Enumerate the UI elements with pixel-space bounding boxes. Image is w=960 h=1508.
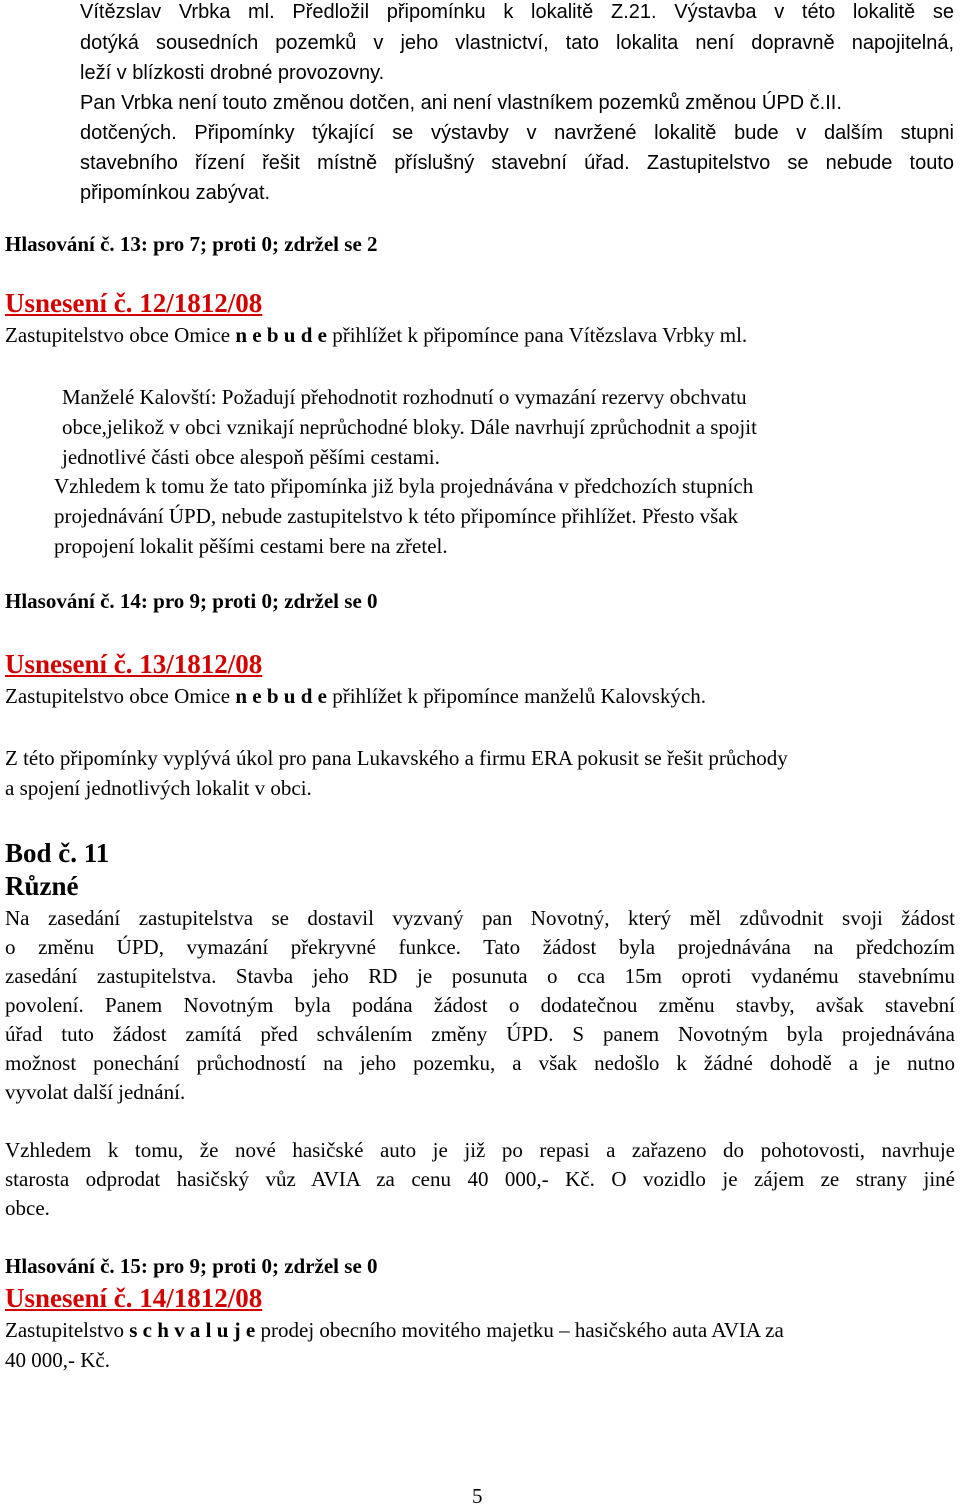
kalovsti-line: propojení lokalit pěšími cestami bere na zřetel. [54, 534, 448, 558]
resolution-pre: Zastupitelstvo obce Omice [5, 684, 236, 708]
novotny-line: úřad tuto žádost zamítá před schválením změny ÚPD. S panem Novotným byla projednávána [5, 1022, 955, 1046]
novotny-line: možnost ponechání průchodností na jeho pozemku, a však nedošlo k žádné dohodě a je nutno [5, 1051, 955, 1075]
novotny-line: Na zasedání zastupitelstva se dostavil vyzvaný pan Novotný, který měl zdůvodnit svoji žádost [5, 906, 955, 930]
avia-line: starosta odprodat hasičský vůz AVIA za cenu 40 000,- Kč. O vozidlo je zájem ze strany jiné [5, 1167, 955, 1191]
section-number: Bod č. 11 [5, 838, 110, 868]
page-number: 5 [472, 1484, 483, 1508]
resolution-pre: Zastupitelstvo obce Omice [5, 323, 236, 347]
resolution-pre: Zastupitelstvo [5, 1318, 130, 1342]
novotny-line: vyvolat další jednání. [5, 1080, 186, 1104]
kalovsti-line: Vzhledem k tomu že tato připomínka již byla projednávána v předchozích stupních [54, 474, 754, 498]
resolution-verb: n e b u d e [235, 684, 327, 708]
vote-result: Hlasování č. 13: pro 7; proti 0; zdržel se 2 [5, 232, 378, 256]
vote-result: Hlasování č. 15: pro 9; proti 0; zdržel se 0 [5, 1254, 378, 1278]
resolution-verb: s c h v a l u j e [129, 1318, 256, 1342]
resolution-title: Usnesení č. 13/1812/08 [5, 649, 263, 679]
resolution-post: přihlížet k připomínce manželů Kalovských. [326, 684, 707, 708]
novotny-line: o změnu ÚPD, vymazání překryvné funkce. Tato žádost byla projednávána na předchozím [5, 935, 955, 959]
resolution-text [5, 686, 706, 707]
intro-line: Pan Vrbka není touto změnou dotčen, ani není vlastníkem pozemků změnou ÚPD č.II. [80, 92, 842, 114]
resolution-text-line2: 40 000,- Kč. [5, 1348, 110, 1372]
intro-line: připomínkou zabývat. [80, 182, 271, 204]
kalovsti-line: obce,jelikož v obci vznikají neprůchodné bloky. Dále navrhují zprůchodnit a spojit [62, 415, 757, 439]
avia-line: Vzhledem k tomu, že nové hasičské auto je již po repasi a zařazeno do pohotovosti, navrhuje [5, 1138, 955, 1162]
resolution-post: prodej obecního movitého majetku – hasičského auta AVIA za [255, 1318, 784, 1342]
resolution-verb: n e b u d e [235, 323, 327, 347]
kalovsti-line: jednotlivé části obce alespoň pěšími cestami. [62, 445, 440, 469]
resolution-text [5, 1320, 784, 1341]
kalovsti-line: Manželé Kalovští: Požadují přehodnotit rozhodnutí o vymazání rezervy obchvatu [62, 385, 747, 409]
vote-result: Hlasování č. 14: pro 9; proti 0; zdržel se 0 [5, 589, 378, 613]
resolution-title: Usnesení č. 12/1812/08 [5, 288, 263, 318]
resolution-text [5, 325, 747, 346]
kalovsti-line: projednávání ÚPD, nebude zastupitelstvo k této připomínce přihlížet. Přesto však [54, 504, 739, 528]
intro-line: stavebního řízení řešit místně příslušný stavební úřad. Zastupitelstvo se nebude touto [80, 152, 954, 174]
resolution-title: Usnesení č. 14/1812/08 [5, 1283, 263, 1313]
section-title: Různé [5, 871, 79, 901]
resolution-post: přihlížet k připomínce pana Vítězslava Vrbky ml. [326, 323, 748, 347]
novotny-line: zasedání zastupitelstva. Stavba jeho RD je posunuta o cca 15m oproti vydanému stavebnímu [5, 964, 955, 988]
intro-line: leží v blízkosti drobné provozovny. [80, 62, 385, 84]
task-line: a spojení jednotlivých lokalit v obci. [5, 776, 312, 800]
intro-line: dotčených. Připomínky týkající se výstavby v navržené lokalitě bude v dalším stupni [80, 122, 954, 144]
novotny-line: povolení. Panem Novotným byla podána žádost o dodatečnou změnu stavby, avšak stavební [5, 993, 955, 1017]
intro-line: Vítězslav Vrbka ml. Předložil připomínku k lokalitě Z.21. Výstavba v této lokalitě se [80, 1, 954, 23]
task-line: Z této připomínky vyplývá úkol pro pana Lukavského a firmu ERA pokusit se řešit průchody [5, 746, 788, 770]
avia-line: obce. [5, 1196, 50, 1220]
intro-line: dotýká sousedních pozemků v jeho vlastnictví, tato lokalita není dopravně napojitelná, [80, 32, 954, 54]
